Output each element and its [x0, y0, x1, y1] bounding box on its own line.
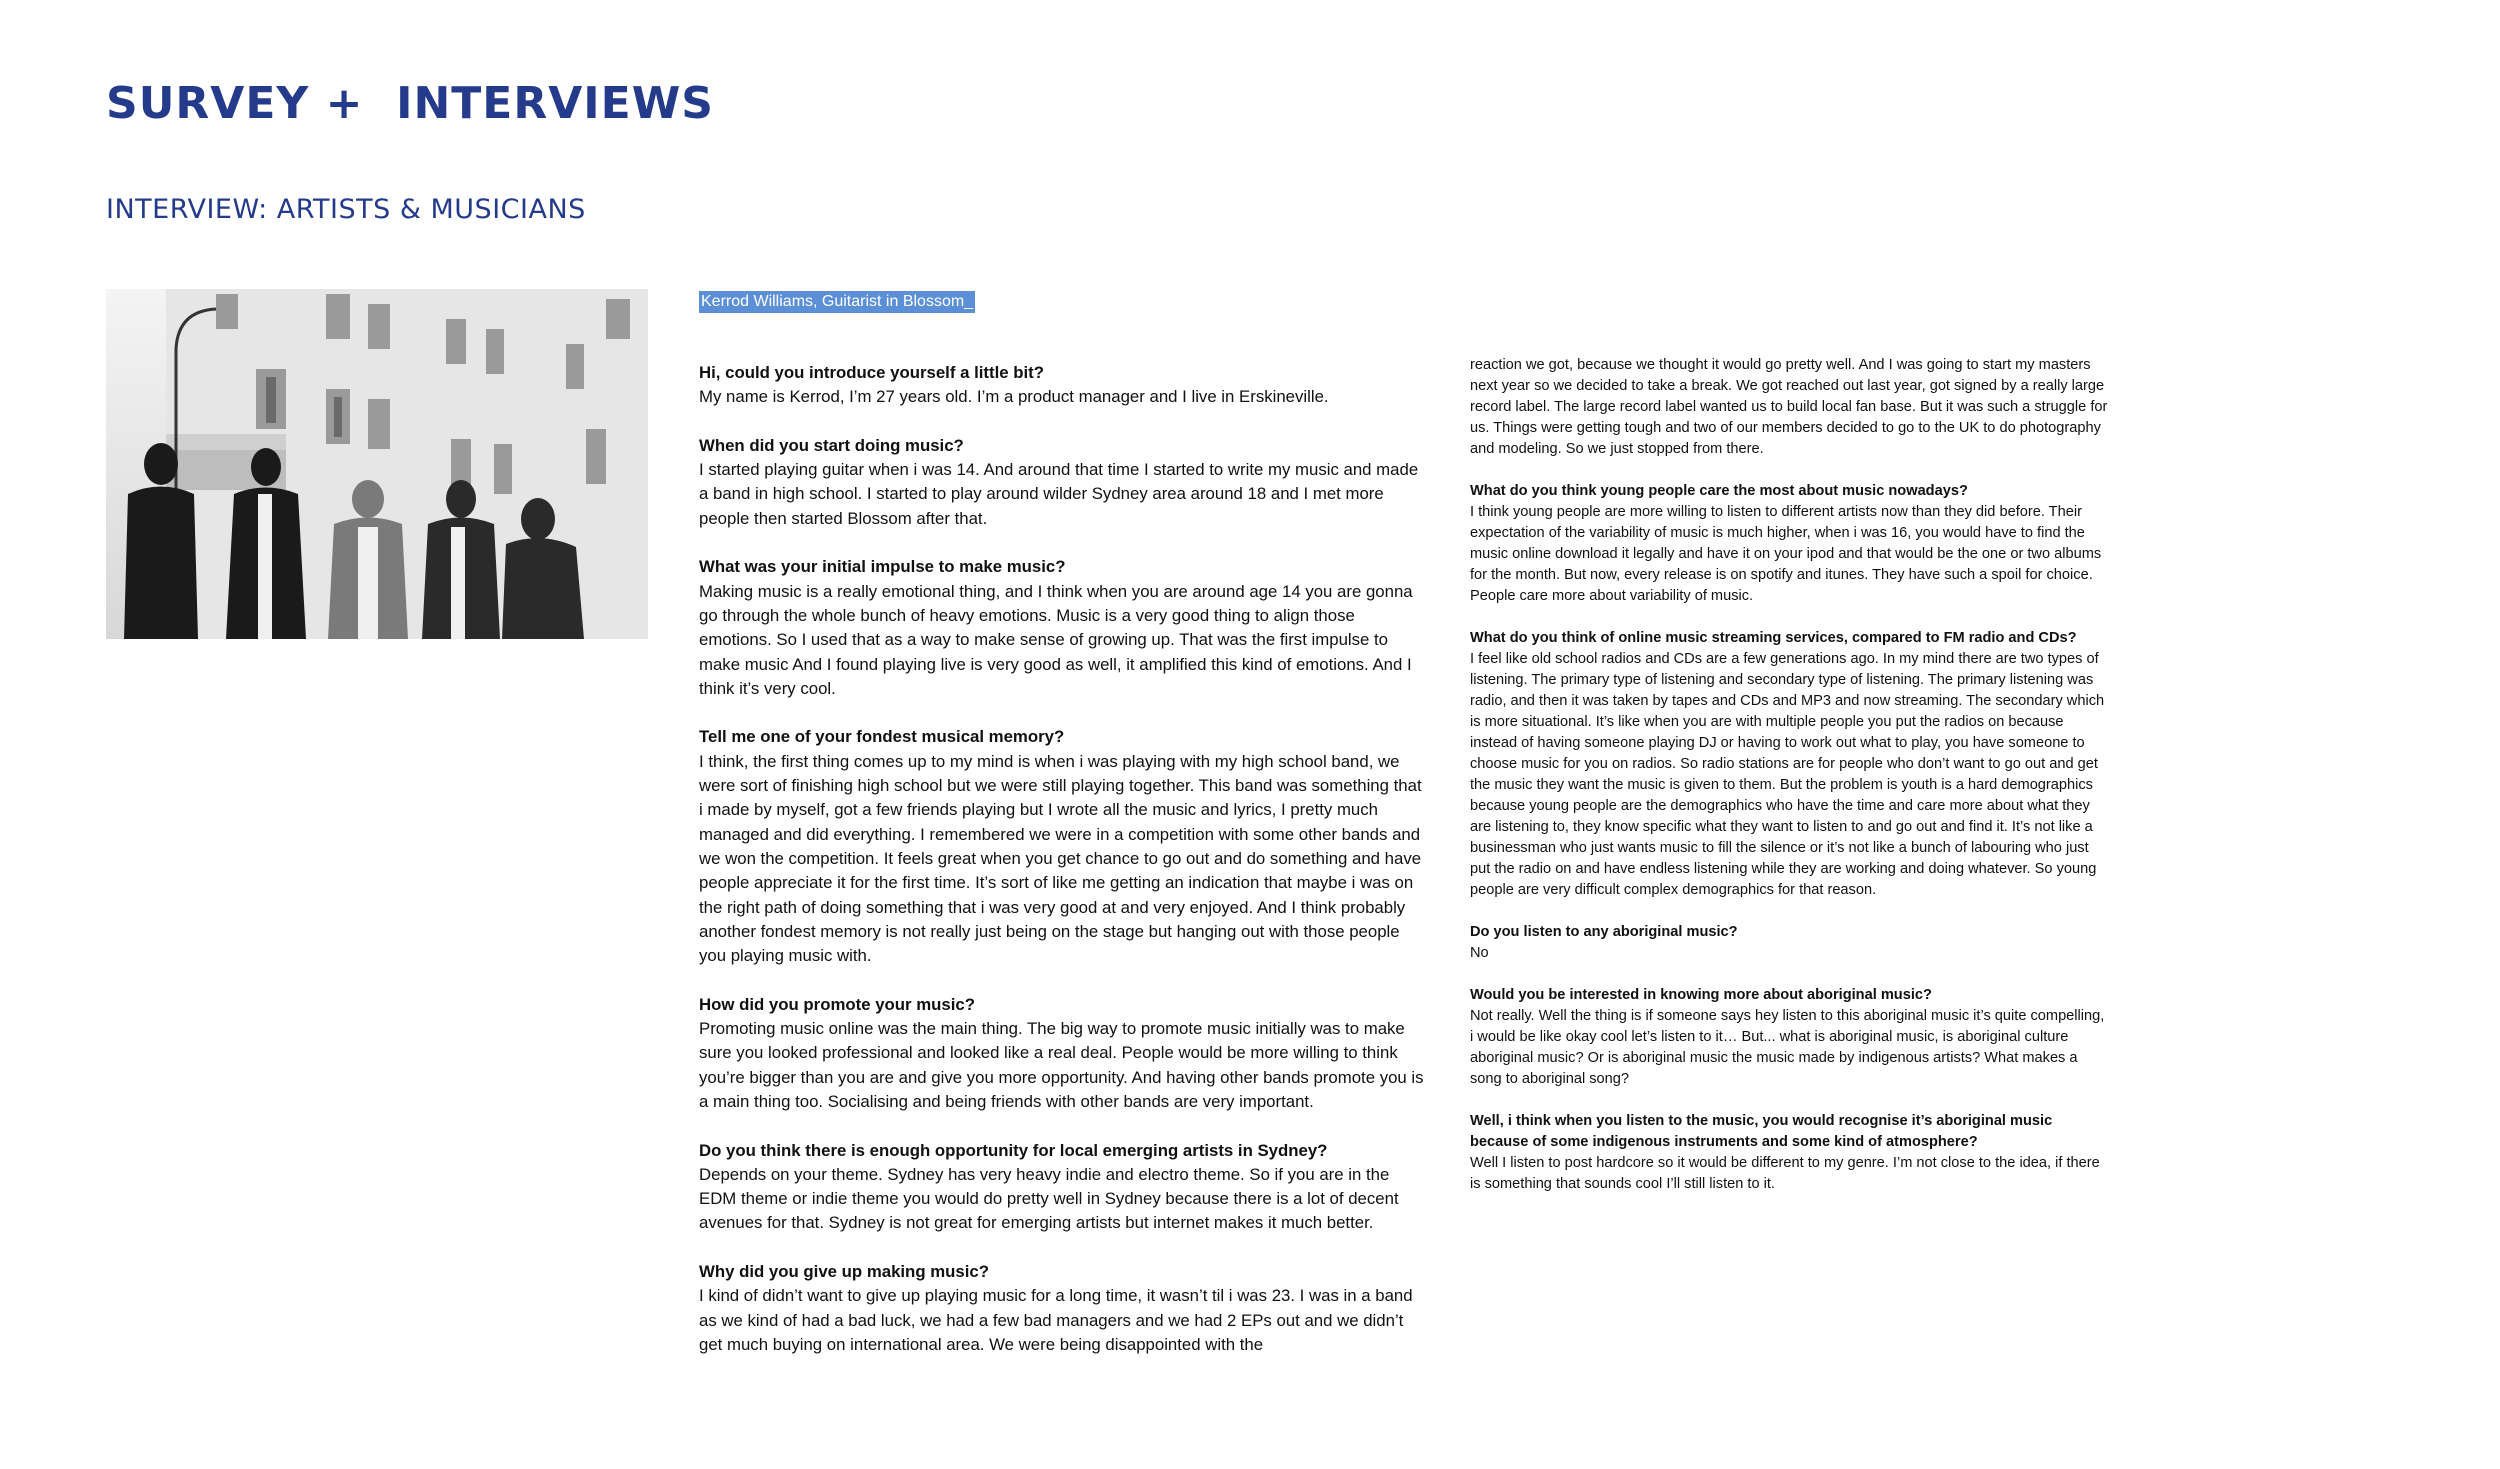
question: Tell me one of your fondest musical memory? — [699, 727, 1065, 747]
answer: I started playing guitar when i was 14. And around that time I started to write my music and made a band in high school. I started to play around wilder Sydney area around 18 and I met more people then started Blossom after that. — [699, 460, 1419, 528]
answer: No — [1470, 945, 1489, 961]
qa-item — [699, 725, 1429, 968]
answer: I kind of didn’t want to give up playing music for a long time, it wasn’t til i was 23. I was in a band as we kind of had a bad luck, we had a few bad managers and we had 2 EPs out and we didn’t get much buying on international area. We were being disappointed with the — [699, 1286, 1413, 1354]
question: Do you listen to any aboriginal music? — [1470, 924, 1738, 940]
answer: I feel like old school radios and CDs are a few generations ago. In my mind there are two types of listening. The primary type of listening and secondary type of listening. The primary listening was radio, and then it was taken by tapes and CDs and MP3 and now streaming. The secondary which is more situational. It’s like when you are with multiple people you put the radios on because instead of having someone playing DJ or having to work out what to play, you have someone to choose music for you on radios. So radio stations are for people who don’t want to go out and get the music they want the music is given to them. But the problem is youth is a hard demographics because young people are the demographics who have the time and care more about what they are listening to, they know specific what they want to listen to and go out and find it. It’s not like a businessman who just wants music to fill the silence or it’s not like a bunch of labouring who just put the radio on and have endless listening while they are working and doing whatever. So young people are very difficult complex demographics for that reason. — [1470, 651, 2105, 898]
interview-column-left — [699, 361, 1429, 1381]
interviewee-caption: Kerrod Williams, Guitarist in Blossom_ — [699, 291, 975, 313]
qa-item — [699, 1260, 1429, 1357]
answer: My name is Kerrod, I’m 27 years old. I’m a product manager and I live in Erskineville. — [699, 387, 1329, 407]
qa-item — [1470, 1111, 2110, 1195]
question: Do you think there is enough opportunity for local emerging artists in Sydney? — [699, 1140, 1328, 1160]
qa-item — [1470, 922, 2110, 964]
qa-item — [1470, 355, 2110, 460]
answer: Not really. Well the thing is if someone says hey listen to this aboriginal music it’s quite compelling, i would be like okay cool let’s listen to it… But... what is aboriginal music, is aboriginal culture aboriginal music? Or is aboriginal music the music made by indigenous artists? What makes a song to aboriginal song? — [1470, 1008, 2105, 1087]
answer: Making music is a really emotional thing, and I think when you are around age 14 you are gonna go through the whole bunch of heavy emotions. Music is a very good thing to align those emotions. So I used that as a way to make sense of growing up. That was the first impulse to make music And I found playing live is very good as well, it amplified this kind of emotions. And I think it’s very cool. — [699, 581, 1413, 698]
question: How did you promote your music? — [699, 994, 975, 1014]
answer: Depends on your theme. Sydney has very heavy indie and electro theme. So if you are in the EDM theme or indie theme you would do pretty well in Sydney because there is a lot of decent avenues for that. Sydney is not great for emerging artists but internet makes it much better. — [699, 1164, 1399, 1233]
page-title: SURVEY + INTERVIEWS — [106, 78, 714, 129]
question: What was your initial impulse to make music? — [699, 557, 1066, 577]
qa-item — [699, 1139, 1429, 1236]
qa-item — [699, 993, 1429, 1114]
qa-item — [699, 361, 1429, 410]
question: When did you start doing music? — [699, 435, 964, 455]
question: Would you be interested in knowing more about aboriginal music? — [1470, 987, 1932, 1003]
answer: Promoting music online was the main thing. The big way to promote music initially was to make sure you looked professional and looked like a real deal. People would be more willing to think you’re bigger than you are and give you more opportunity. And having other bands promote you is a main thing too. Socialising and being friends with other bands are very important. — [699, 1019, 1424, 1111]
section-subtitle: INTERVIEW: ARTISTS & MUSICIANS — [106, 194, 586, 225]
interview-column-right — [1470, 355, 2110, 1216]
question: Well, i think when you listen to the music, you would recognise it’s aboriginal music because of some indigenous instruments and some kind of atmosphere? — [1470, 1113, 2053, 1150]
qa-item — [699, 555, 1429, 701]
answer: I think young people are more willing to listen to different artists now than they did before. Their expectation of the variability of music is much higher, when i was 16, you would have to find the music online download it legally and have it on your ipod and that would be the one or two albums for the month. But now, every release is on spotify and itunes. They have such a spoil for choice. People care more about variability of music. — [1470, 504, 2102, 604]
question: Hi, could you introduce yourself a little bit? — [699, 363, 1044, 382]
qa-item — [1470, 985, 2110, 1090]
qa-item — [1470, 481, 2110, 607]
question: What do you think young people care the most about music nowadays? — [1470, 483, 1968, 499]
question: What do you think of online music streaming services, compared to FM radio and CDs? — [1470, 630, 2077, 646]
answer: I think, the first thing comes up to my mind is when i was playing with my high school band, we were sort of finishing high school but we were still playing together. This band was something that i made by myself, got a few friends playing but I wrote all the music and lyrics, I pretty much managed and did everything. I remembered we were in a competition with some other bands and we won the competition. It feels great when you get chance to go out and do something and have people appreciate it for the first time. It’s sort of like me getting an indication that maybe i was on the right path of doing something that i was very good at and very enjoyed. And I think probably another fondest memory is not really just being on the stage but hanging out with those people you playing music with. — [699, 751, 1422, 966]
band-photo — [106, 289, 648, 639]
qa-item — [1470, 628, 2110, 901]
qa-item — [699, 434, 1429, 531]
question: Why did you give up making music? — [699, 1261, 989, 1281]
band-photo-icon — [106, 289, 648, 639]
answer: Well I listen to post hardcore so it would be different to my genre. I’m not close to the idea, if there is something that sounds cool I’ll still listen to it. — [1470, 1155, 2100, 1192]
answer: reaction we got, because we thought it would go pretty well. And I was going to start my masters next year so we decided to take a break. We got reached out last year, got signed by a really large record label. The large record label wanted us to build local fan base. But it was such a struggle for us. Things were getting tough and two of our members decided to go to the UK to do photography and modeling. So we just stopped from there. — [1470, 357, 2108, 457]
